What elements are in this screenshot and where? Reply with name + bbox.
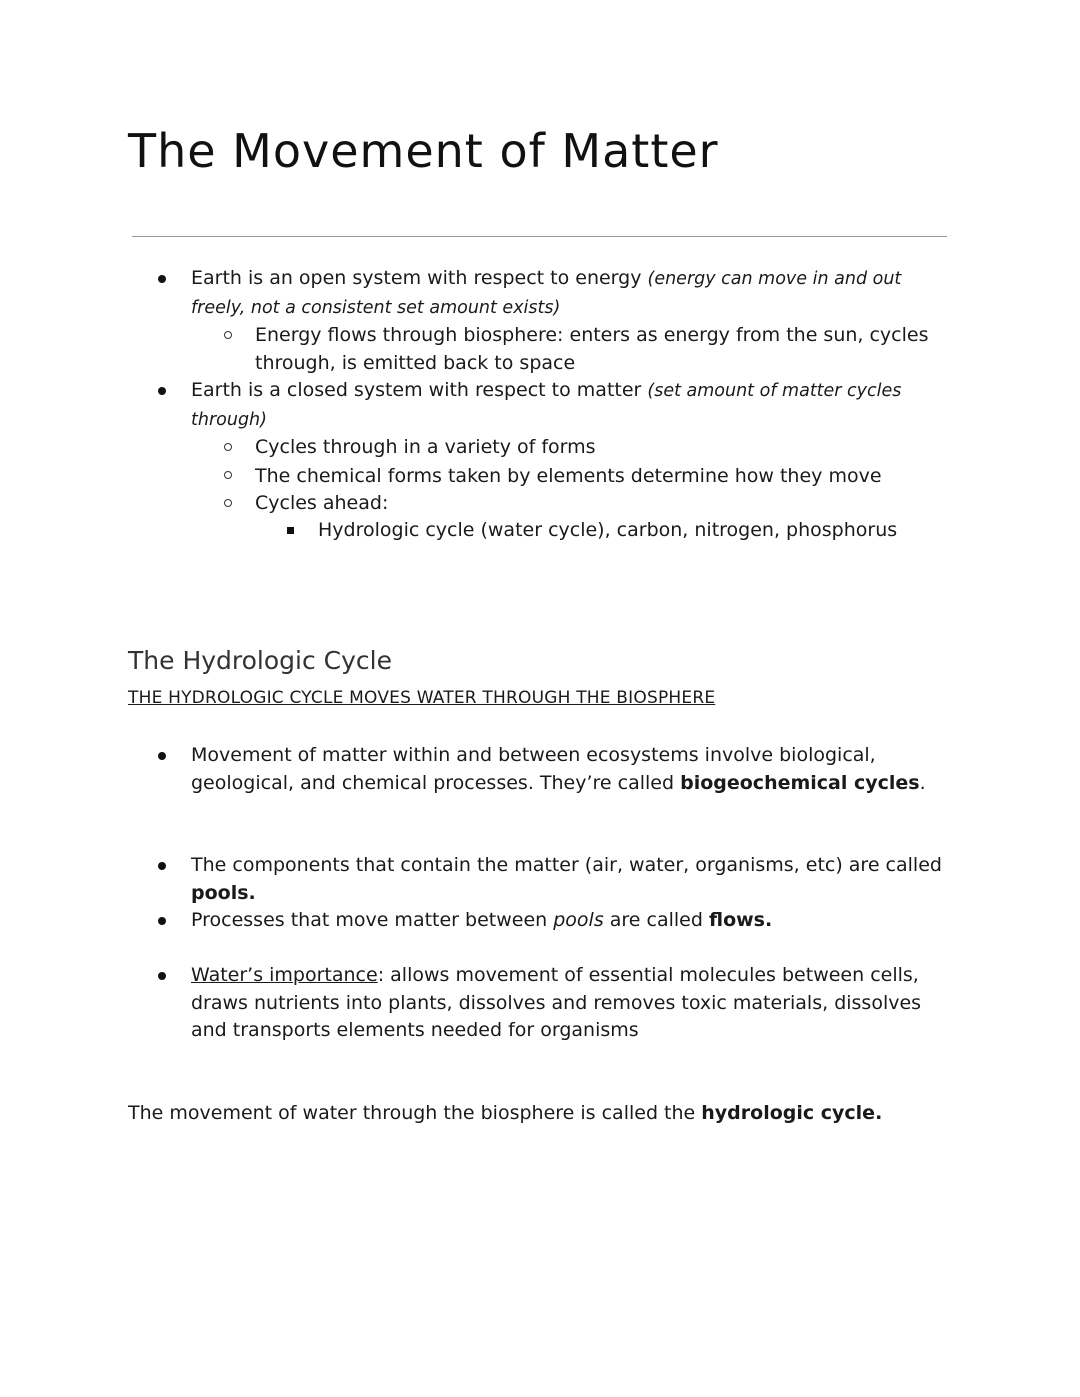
list-item-text: Movement of matter within and between ecosystems involve biological, geological, and chemical processes. They’re called [191,744,876,794]
list-item-text: The chemical forms taken by elements determine how they move [255,464,882,487]
section-bullet-list [128,962,948,1045]
list-item-note: (energy can move in and out freely, not a consistent set amount exists) [191,269,902,318]
list-item [128,265,948,322]
bullet-disc-icon [158,275,166,283]
list-item-underline: Water’s importance [191,964,378,986]
section-bullet-list [128,742,948,797]
list-item [128,517,948,545]
section-heading: The Hydrologic Cycle [128,646,393,675]
list-item-text: Earth is an open system with respect to energy [191,267,648,289]
list-item-bold: biogeochemical cycles [680,771,920,794]
list-item [128,434,948,462]
bullet-circle-icon [224,499,232,507]
horizontal-divider [132,236,947,237]
list-item-text: Processes that move matter between [191,909,554,931]
list-item [128,962,948,1045]
bullet-disc-icon [158,752,166,760]
list-item-text: are called [603,909,709,931]
list-item-note: (set amount of matter cycles through) [191,381,902,430]
list-item-text: : allows movement of essential molecules between cells, draws nutrients into plants, dissolves and removes toxic materials, dissolves and transports elements needed for organisms [191,964,922,1041]
list-item-end: . [919,771,926,794]
bullet-circle-icon [224,331,232,339]
bullet-disc-icon [158,917,166,925]
page-title: The Movement of Matter [128,124,719,178]
section-subheading: THE HYDROLOGIC CYCLE MOVES WATER THROUGH THE BIOSPHERE [128,688,716,708]
bullet-disc-icon [158,972,166,980]
bullet-circle-icon [224,443,232,451]
list-item [128,907,948,935]
list-item-text: Earth is a closed system with respect to matter [191,379,648,401]
bullet-disc-icon [158,862,166,870]
bullet-circle-icon [224,471,232,479]
list-item-text: Energy flows through biosphere: enters as energy from the sun, cycles through, is emitted back to space [255,324,929,374]
list-item-text: Cycles ahead: [255,491,389,514]
list-item [128,322,948,377]
bullet-disc-icon [158,387,166,395]
list-item [128,377,948,434]
list-item [128,490,948,518]
closing-bold: hydrologic cycle. [701,1102,883,1124]
list-item-text: Hydrologic cycle (water cycle), carbon, nitrogen, phosphorus [318,519,898,541]
list-item [128,462,948,490]
intro-bullet-list [128,265,948,545]
section-bullet-list [128,852,948,935]
list-item-text: Cycles through in a variety of forms [255,436,596,458]
list-item [128,742,948,797]
closing-text: The movement of water through the biosphere is called the [128,1102,702,1124]
list-item-text: The components that contain the matter (air, water, organisms, etc) are called [191,854,942,876]
list-item-italic: pools [553,909,604,931]
list-item [128,852,948,907]
list-item-bold: flows. [708,909,773,931]
list-item-bold: pools. [191,881,256,904]
bullet-square-icon [287,527,294,534]
closing-paragraph [128,1100,928,1128]
